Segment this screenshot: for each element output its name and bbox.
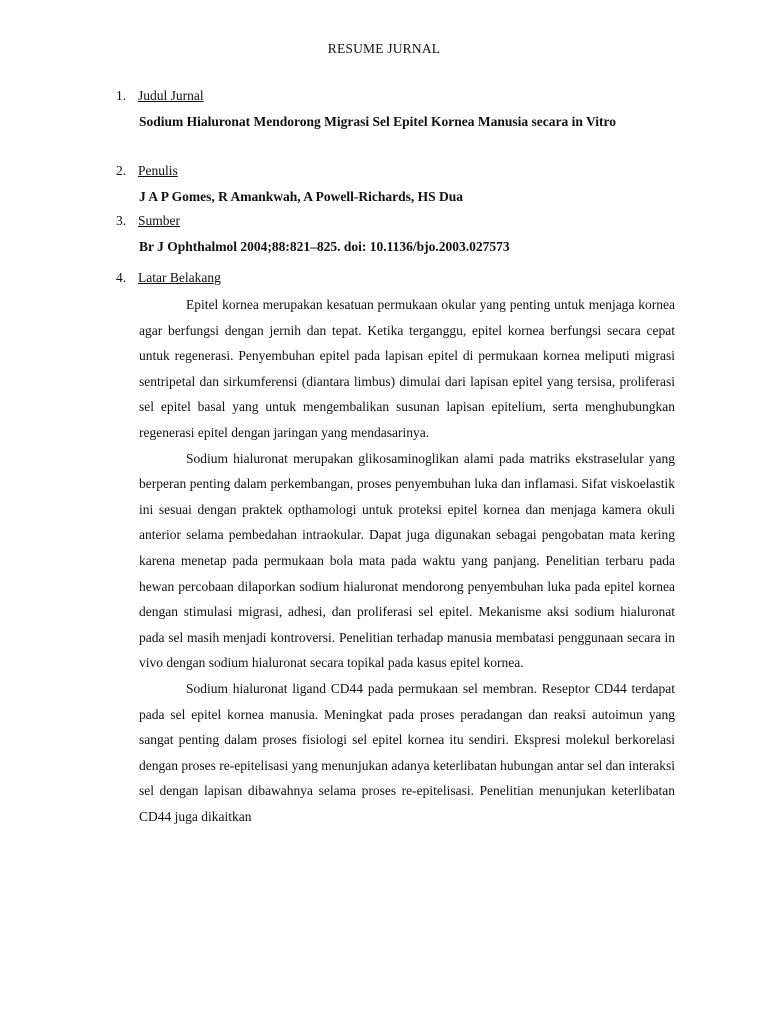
section-penulis (116, 161, 676, 210)
document-title: RESUME JURNAL (327, 41, 441, 56)
section-label: Latar Belakang (138, 270, 221, 285)
section-heading (116, 161, 676, 181)
source-text: Br J Ophthalmol 2004;88:821–825. doi: 10.1136/bjo.2003.027573 (139, 239, 510, 254)
section-sumber (116, 211, 676, 260)
background-paragraph: Sodium hialuronat merupakan glikosaminoglikan alami pada matriks ekstraselular yang berperan penting dalam perkembangan, proses penyembuhan luka dan inflamasi. Sifat viskoelastik ini sesuai dengan praktek opthamologi untuk proteksi epitel kornea dan menjaga kamera okuli anterior selama pembedahan intraokular. Dapat juga digunakan sebagai pengobatan mata kering karena menetap pada permukaan bola mata pada waktu yang panjang. Penelitian terbaru pada hewan percobaan dilaporkan sodium hialuronat mendorong penyembuhan luka pada epitel kornea dengan stimulasi migrasi, adhesi, dan proliferasi sel epitel. Mekanisme aksi sodium hialuronat pada sel masih menjadi kontroversi. Penelitian terhadap manusia membatasi penggunaan secara in vivo dengan sodium hialuronat secara topikal pada kasus epitel kornea. (139, 450, 675, 671)
section-number: 2. (116, 163, 127, 178)
section-label: Penulis (138, 163, 178, 178)
authors-text: J A P Gomes, R Amankwah, A Powell-Richards, HS Dua (139, 189, 464, 204)
section-label: Sumber (138, 213, 180, 228)
section-judul-jurnal (116, 86, 676, 135)
section-number: 1. (116, 88, 127, 103)
background-paragraph: Epitel kornea merupakan kesatuan permukaan okular yang penting untuk menjaga kornea agar berfungsi dengan jernih dan tepat. Ketika terganggu, epitel kornea berfungsi secara cepat untuk regenerasi. Penyembuhan epitel pada lapisan epitel di permukaan kornea meliputi migrasi sentripetal dan sirkumferensi (diantara limbus) dimulai dari lapisan epitel yang tersisa, proliferasi sel epitel basal yang untuk mengembalikan susunan lapisan epitelium, serta menghubungkan regenerasi epitel dengan jaringan yang mendasarinya. (139, 297, 675, 440)
section-latar-belakang (116, 268, 676, 288)
section-heading (116, 268, 676, 288)
background-body (139, 292, 675, 829)
section-label: Judul Jurnal (138, 88, 204, 103)
section-number: 4. (116, 270, 127, 285)
section-number: 3. (116, 213, 127, 228)
section-heading (116, 211, 676, 231)
journal-title-text: Sodium Hialuronat Mendorong Migrasi Sel Epitel Kornea Manusia secara in Vitro (139, 114, 617, 129)
background-paragraph: Sodium hialuronat ligand CD44 pada permukaan sel membran. Reseptor CD44 terdapat pada sel epitel kornea manusia. Meningkat pada proses peradangan dan reaksi autoimun yang sangat penting dalam proses fisiologi sel epitel kornea itu sendiri. Ekspresi molekul berkorelasi dengan proses re-epitelisasi yang menunjukan adanya keterlibatan hubungan antar sel dan interaksi sel dengan lapisan dibawahnya selama proses re-epitelisasi. Penelitian menunjukan keterlibatan CD44 juga dikaitkan (139, 680, 675, 824)
section-heading (116, 86, 676, 106)
